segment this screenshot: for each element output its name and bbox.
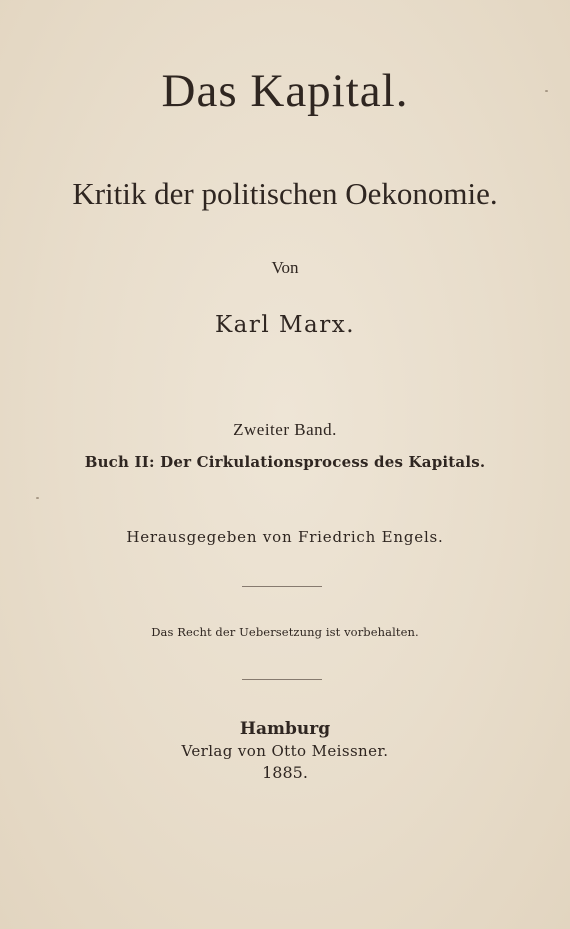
volume-label: Zweiter Band. xyxy=(233,420,337,439)
book-title: Das Kapital. xyxy=(161,65,409,117)
paper-speck xyxy=(545,90,548,92)
by-line: Von xyxy=(271,258,299,277)
divider-rule xyxy=(242,586,322,587)
editor-line: Herausgegeben von Friedrich Engels. xyxy=(126,528,444,546)
author-name: Karl Marx. xyxy=(214,312,356,338)
publication-year: 1885. xyxy=(262,763,308,782)
divider-rule xyxy=(242,679,322,680)
rights-notice: Das Recht der Uebersetzung ist vorbehalten. xyxy=(151,625,419,639)
paper-speck xyxy=(36,497,39,499)
publication-city: Hamburg xyxy=(239,719,331,739)
publisher-line: Verlag von Otto Meissner. xyxy=(181,742,389,760)
book-subtitle: Kritik der politischen Oekonomie. xyxy=(72,176,498,211)
book-part: Buch II: Der Cirkulationsprocess des Kapitals. xyxy=(84,453,486,471)
